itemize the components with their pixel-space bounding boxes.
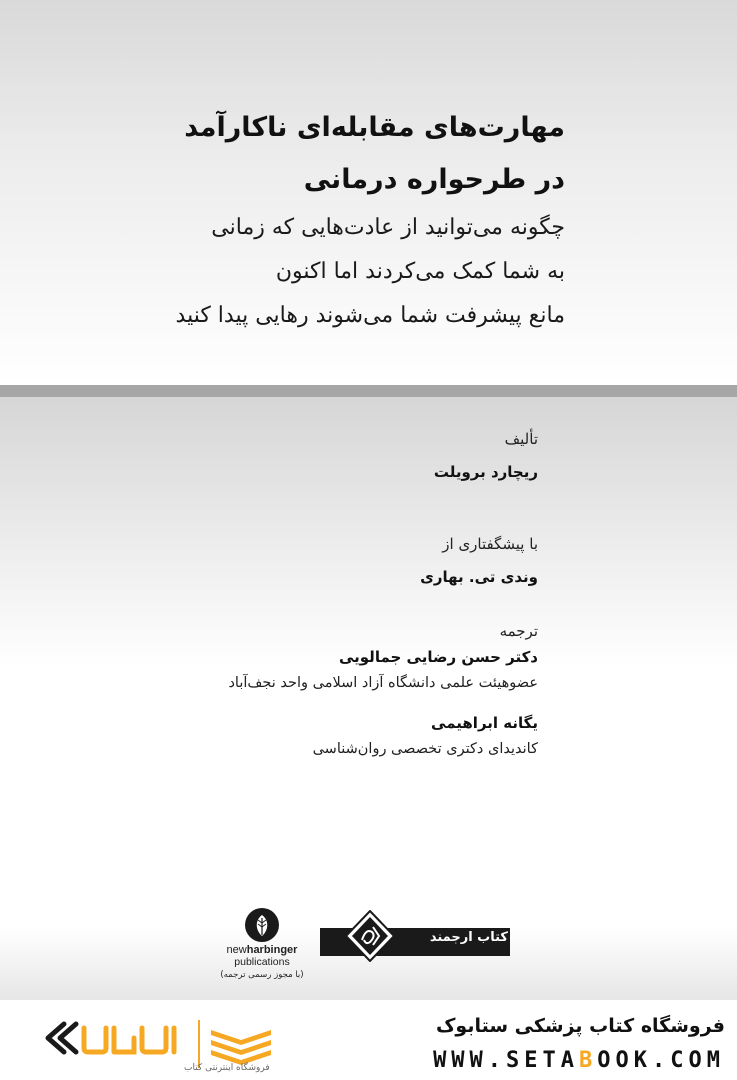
store-url[interactable]: WWW.SETABOOK.COM xyxy=(433,1048,725,1073)
title-block xyxy=(45,102,565,338)
arjmand-logo xyxy=(320,910,512,962)
author-label: تألیف xyxy=(504,430,538,448)
harbinger-logo xyxy=(207,908,317,981)
arjmand-label: کتاب ارجمند xyxy=(429,930,508,945)
book-subtitle-line-2: به شما کمک می‌کردند اما اکنون xyxy=(275,259,565,284)
book-subtitle-line-1: چگونه می‌توانید از عادت‌هایی که زمانی xyxy=(211,215,565,240)
arjmand-emblem-icon xyxy=(342,910,398,962)
setabook-logo xyxy=(36,1014,286,1074)
book-subtitle-line-3: مانع پیشرفت شما می‌شوند رهایی پیدا کنید xyxy=(175,303,565,328)
harbinger-name: newharbinger xyxy=(226,944,298,956)
translation-license-note: (با مجوز رسمی ترجمه) xyxy=(220,970,304,980)
author-name: ریچارد برویلت xyxy=(433,463,538,481)
store-name: فروشگاه کتاب پزشکی ستابوک xyxy=(435,1015,725,1037)
translator-1-affiliation: عضوهیئت علمی دانشگاه آزاد اسلامی واحد نجف‌آباد xyxy=(228,675,538,691)
foreword-label: با پیشگفتاری از xyxy=(442,535,538,553)
foreword-author-name: وندی تی. بهاری xyxy=(420,568,538,586)
setabook-text-block xyxy=(433,1012,725,1078)
translator-2-affiliation: کاندیدای دکتری تخصصی روان‌شناسی xyxy=(312,741,538,757)
setabook-tagline: فروشگاه اینترنتی کتاب xyxy=(184,1063,270,1073)
translator-2-name: یگانه ابراهیمی xyxy=(431,714,538,732)
harbinger-subtitle: publications xyxy=(234,956,290,968)
book-title-line-1: مهارت‌های مقابله‌ای ناکارآمد xyxy=(184,112,565,143)
book-title-line-2: در طرحواره درمانی xyxy=(303,164,565,195)
credits-block xyxy=(38,428,538,760)
harbinger-leaf-icon xyxy=(245,908,279,942)
translation-label: ترجمه xyxy=(499,622,538,640)
translator-1-name: دکتر حسن رضایی جمالویی xyxy=(338,648,538,666)
divider-bar xyxy=(0,385,737,397)
